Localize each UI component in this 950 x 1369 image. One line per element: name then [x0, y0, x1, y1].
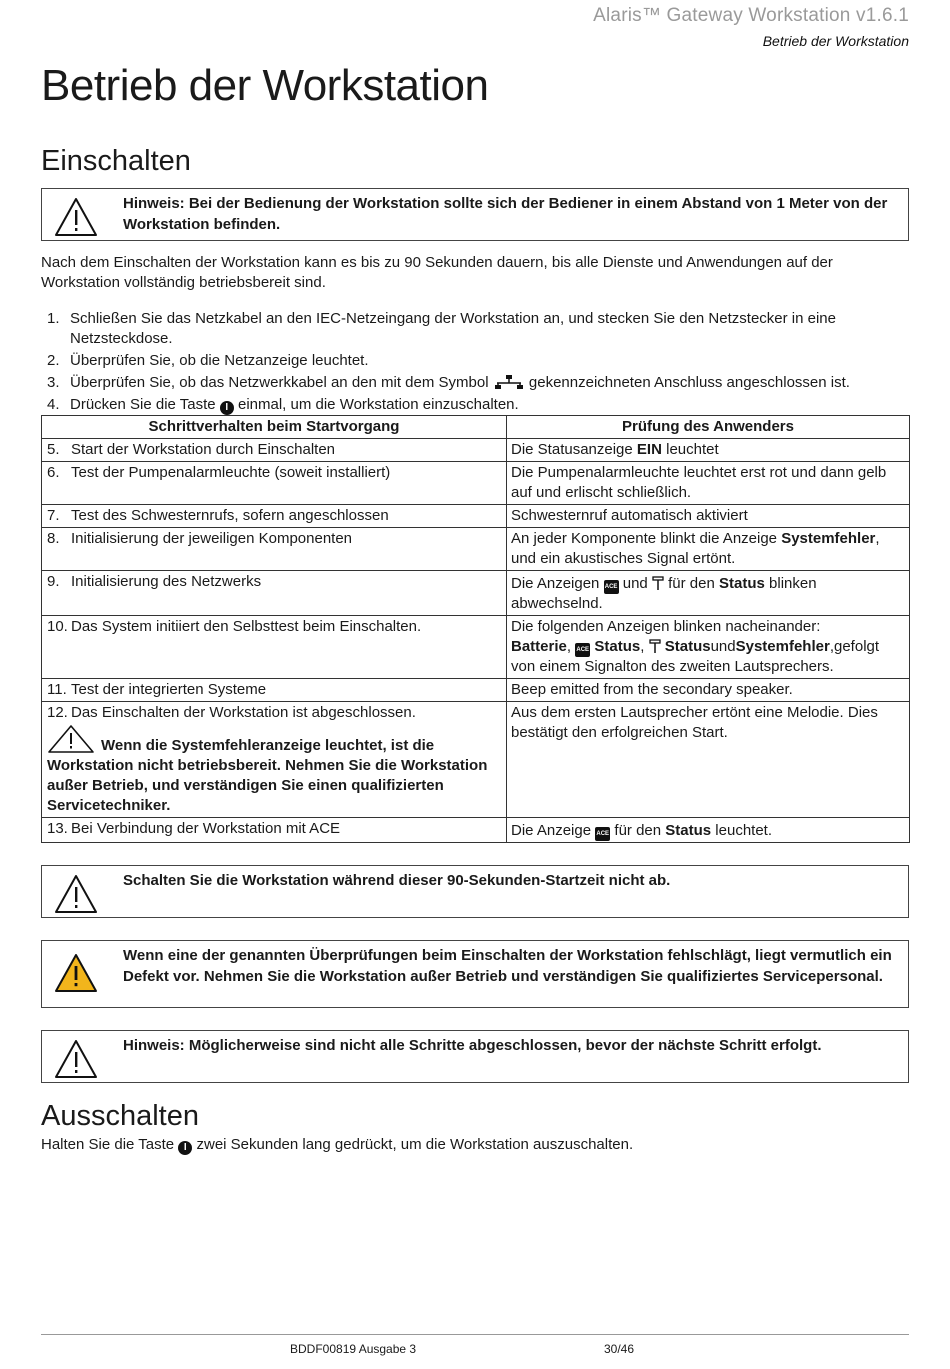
table-row [42, 462, 910, 505]
row-warning [47, 732, 502, 816]
shutdown-text: zwei Sekunden lang gedrückt, um die Workstation auszuschalten. [196, 1136, 634, 1153]
ace-icon: ACE [575, 643, 590, 657]
row-check: blinken abwechselnd. [511, 575, 817, 612]
section-title-einschalten: Einschalten [41, 145, 191, 177]
startup-table [41, 415, 910, 843]
row-number: 13. [47, 820, 68, 837]
row-number: 8. [47, 530, 60, 547]
row-check: Beep emitted from the secondary speaker. [507, 679, 910, 702]
row-check-bold: Status [594, 638, 641, 655]
row-step: Bei Verbindung der Workstation mit ACE [71, 820, 341, 837]
list-item [41, 309, 909, 349]
footer-doc-id: BDDF00819 Ausgabe 3 [290, 1342, 417, 1356]
warning-icon [54, 1039, 98, 1079]
step-text: Drücken Sie die Taste [70, 396, 216, 413]
table-header: Prüfung des Anwenders [507, 416, 910, 439]
table-row [42, 528, 910, 571]
row-number: 11. [47, 681, 67, 698]
network-icon [493, 374, 525, 390]
row-check: Die Anzeige [511, 822, 592, 839]
list-item [41, 395, 909, 415]
step-text: Schließen Sie das Netzkabel an den IEC-Netzeingang der Workstation an, und stecken Sie den Netzstecker in eine Netzsteckdose. [70, 310, 836, 347]
table-header-row [42, 416, 910, 439]
note-text-steps: Hinweis: Möglicherweise sind nicht alle Schritte abgeschlossen, bevor der nächste Schritt erfolgt. [123, 1037, 822, 1054]
header-product: Alaris™ Gateway Workstation v1.6.1 [593, 5, 909, 26]
row-warning-text: Wenn die Systemfehleranzeige leuchtet, ist die Workstation nicht betriebsbereit. Nehmen Sie die Workstation außer Betrieb, und verständigen Sie einen qualifizierten Servicetechniker. [47, 737, 488, 814]
table-row [42, 505, 910, 528]
table-row [42, 571, 910, 616]
row-check: Die Pumpenalarmleuchte leuchtet erst rot und dann gelb auf und erlischt schließlich. [507, 462, 910, 505]
step-number: 2. [47, 352, 60, 369]
warning-icon [54, 197, 98, 237]
shutdown-text: Halten Sie die Taste [41, 1136, 175, 1153]
table-row [42, 679, 910, 702]
pump-status-icon [652, 576, 664, 591]
row-check: für den [668, 575, 715, 592]
warning-icon [54, 874, 98, 914]
row-check-bold: Batterie [511, 638, 567, 655]
step-number: 3. [47, 374, 60, 391]
note-text-startup-time: Schalten Sie die Workstation während dieser 90-Sekunden-Startzeit nicht ab. [123, 872, 671, 889]
step-text: Überprüfen Sie, ob das Netzwerkkabel an den mit dem Symbol [70, 374, 489, 391]
caution-icon [54, 953, 98, 993]
table-row [42, 702, 910, 818]
caution-text: Wenn eine der genannten Überprüfungen beim Einschalten der Workstation fehlschlägt, liegt vermutlich ein Defekt vor. Nehmen Sie die Workstation außer Betrieb und verständigen Sie qualifiziertes Servicepersonal. [123, 947, 892, 985]
row-step: Initialisierung der jeweiligen Komponenten [71, 530, 353, 547]
note-box-steps [41, 1030, 909, 1083]
step-text: einmal, um die Workstation einzuschalten. [237, 396, 519, 413]
page-title: Betrieb der Workstation [41, 61, 489, 110]
row-step: Das System initiiert den Selbsttest beim Einschalten. [71, 618, 422, 635]
row-number: 5. [47, 441, 60, 458]
note-box-distance [41, 188, 909, 241]
power-icon: I [178, 1141, 192, 1155]
row-check-bold: Status [664, 638, 711, 655]
row-check: leuchtet [661, 441, 719, 458]
row-check: Schwesternruf automatisch aktiviert [507, 505, 910, 528]
row-check: und [710, 638, 736, 655]
header-section: Betrieb der Workstation [762, 33, 909, 49]
row-step: Test der integrierten Systeme [71, 681, 267, 698]
table-header: Schrittverhalten beim Startvorgang [42, 416, 507, 439]
step-number: 1. [47, 310, 60, 327]
row-number: 9. [47, 573, 60, 590]
row-number: 10. [47, 618, 68, 635]
row-number: 7. [47, 507, 60, 524]
list-item [41, 351, 909, 371]
section-title-ausschalten: Ausschalten [41, 1100, 199, 1132]
row-number: 6. [47, 464, 60, 481]
table-row: 10. Das System initiiert den Selbsttest beim Einschalten. Die folgenden Anzeigen blinken nacheinander: Batterie, ACE Status, StatusundSystemfehler,gefolgt von einem Signalton des zweiten Lautsprechers. [42, 616, 910, 679]
row-number: 12. [47, 704, 68, 721]
row-step: Initialisierung des Netzwerks [71, 573, 262, 590]
row-check-bold: Status [719, 575, 765, 592]
row-check: An jeder Komponente blinkt die Anzeige [511, 530, 782, 547]
list-item [41, 373, 909, 393]
row-step: Start der Workstation durch Einschalten [71, 441, 336, 458]
row-check: und [622, 575, 648, 592]
table-row [42, 439, 910, 462]
startup-steps-list [41, 309, 909, 417]
row-step: Das Einschalten der Workstation ist abgeschlossen. [71, 704, 416, 721]
intro-paragraph: Nach dem Einschalten der Workstation kann es bis zu 90 Sekunden dauern, bis alle Dienste und Anwendungen auf der Workstation vollständig betriebsbereit sind. [41, 254, 833, 291]
row-check-bold: EIN [636, 441, 662, 458]
step-text: gekennzeichneten Anschluss angeschlossen ist. [528, 374, 850, 391]
power-icon: I [220, 401, 234, 415]
row-check: ,gefolgt von einem Signalton des zweiten Lautsprechers. [511, 638, 880, 675]
row-step: Test der Pumpenalarmleuchte (soweit installiert) [71, 464, 391, 481]
ace-icon: ACE [595, 827, 610, 841]
row-check-bold: Systemfehler [781, 530, 876, 547]
shutdown-paragraph [41, 1135, 909, 1155]
ace-icon: ACE [604, 580, 619, 594]
row-check: Die folgenden Anzeigen blinken nacheinander: [511, 618, 821, 635]
row-check: leuchtet. [715, 822, 773, 839]
row-check: für den [614, 822, 662, 839]
row-check: Die Anzeigen [511, 575, 600, 592]
row-check-bold: Systemfehler [735, 638, 830, 655]
row-step: Test des Schwesternrufs, sofern angeschlossen [71, 507, 389, 524]
pump-status-icon [649, 639, 661, 654]
row-check-bold: Status [665, 822, 712, 839]
note-text-distance: Hinweis: Bei der Bedienung der Workstation sollte sich der Bediener in einem Abstand von 1 Meter von der Workstation befinden. [123, 195, 888, 233]
row-check: Die Statusanzeige [511, 441, 637, 458]
step-number: 4. [47, 396, 60, 413]
row-check: Aus dem ersten Lautsprecher ertönt eine Melodie. Dies bestätigt den erfolgreichen Start. [507, 702, 910, 818]
step-text: Überprüfen Sie, ob die Netzanzeige leuchtet. [70, 352, 369, 369]
footer-page-number: 30/46 [604, 1342, 635, 1356]
table-row [42, 818, 910, 843]
caution-box [41, 940, 909, 1008]
footer-divider [41, 1334, 909, 1335]
warning-icon [47, 724, 95, 754]
row-check: , und ein akustisches Signal ertönt. [511, 530, 880, 567]
note-box-startup-time [41, 865, 909, 918]
